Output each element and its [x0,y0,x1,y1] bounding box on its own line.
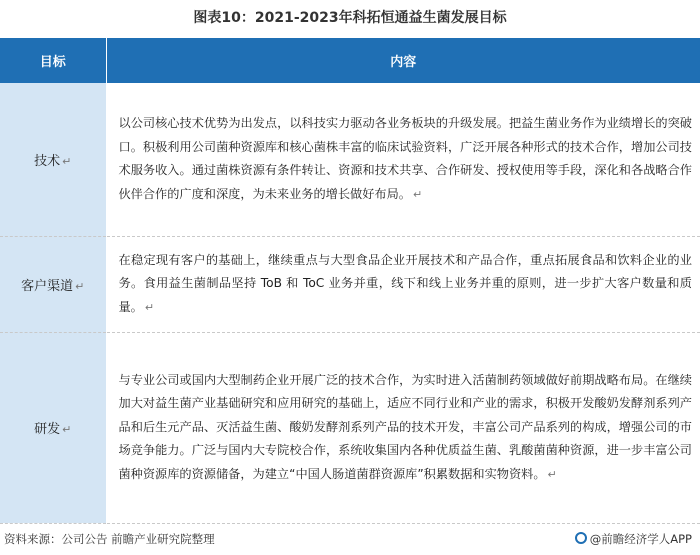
table-row-technology [0,83,700,236]
goals-table [0,38,700,524]
table-header-row [0,38,700,83]
paragraph-mark-icon: ↵ [144,300,155,314]
row-content-technology [106,83,700,236]
header-content: 内容 [106,38,700,83]
source-note: 资料来源：公司公告 前瞻产业研究院整理 [4,532,215,546]
header-goal: 目标 [0,38,106,83]
row-content-text: 以公司核心技术优势为出发点，以科技实力驱动各业务板块的升级发展。把益生菌业务作为业绩增长的突破口。积极利用公司菌种资源库和核心菌株丰富的临床试验资料，广泛开展各种形式的技术合作，增加公司技术服务收入。通过菌株资源有条件转让、资源和技术共享、合作研发、授权使用等手段，深化和各战略合作伙伴合作的广度和深度，为未来业务的增长做好布局。 [118,116,692,201]
brand-text: @前瞻经济学人APP [589,532,692,546]
row-content-text: 与专业公司或国内大型制药企业开展广泛的技术合作，为实时进入活菌制药领域做好前期战略布局。在继续加大对益生菌产业基础研究和应用研究的基础上，适应不同行业和产业的需求，积极开发酸奶发酵剂系列产品和后生元产品、灭活益生菌、酸奶发酵剂系列产品的技术开发，丰富公司产品系列的构成，增强公司的市场竞争能力。广泛与国内大专院校合作，系统收集国内各种优质益生菌、乳酸菌菌种资源，进一步丰富公司菌种资源库的资源储备，为建立“中国人肠道菌群资源库”积累数据和实物资料。 [118,372,692,481]
footer [0,528,700,550]
row-label-rnd [0,332,106,523]
row-content-rnd [106,332,700,523]
row-label-technology [0,83,106,236]
table-row-rnd [0,332,700,523]
row-content-text: 在稳定现有客户的基础上，继续重点与大型食品企业开展技术和产品合作，重点拓展食品和饮料企业的业务。食用益生菌制品坚持 ToB 和 ToC 业务并重，线下和线上业务并重的原则，进一步扩大客户数量和质量。 [118,252,692,314]
figure-title: 图表10：2021-2023年科拓恒通益生菌发展目标 [193,10,507,26]
brand-credit [575,528,692,550]
table-row-customer-channel [0,236,700,332]
paragraph-mark-icon: ↵ [75,279,85,293]
row-label-text: 客户渠道 [21,278,74,294]
row-label-text: 技术 [34,153,61,169]
row-label-customer-channel [0,236,106,332]
paragraph-mark-icon: ↵ [413,187,423,201]
paragraph-mark-icon: ↵ [547,467,557,481]
row-label-text: 研发 [34,422,61,437]
paragraph-mark-icon: ↵ [62,423,72,436]
row-content-customer-channel [106,236,700,332]
paragraph-mark-icon: ↵ [62,154,72,168]
brand-logo-icon [575,532,587,544]
